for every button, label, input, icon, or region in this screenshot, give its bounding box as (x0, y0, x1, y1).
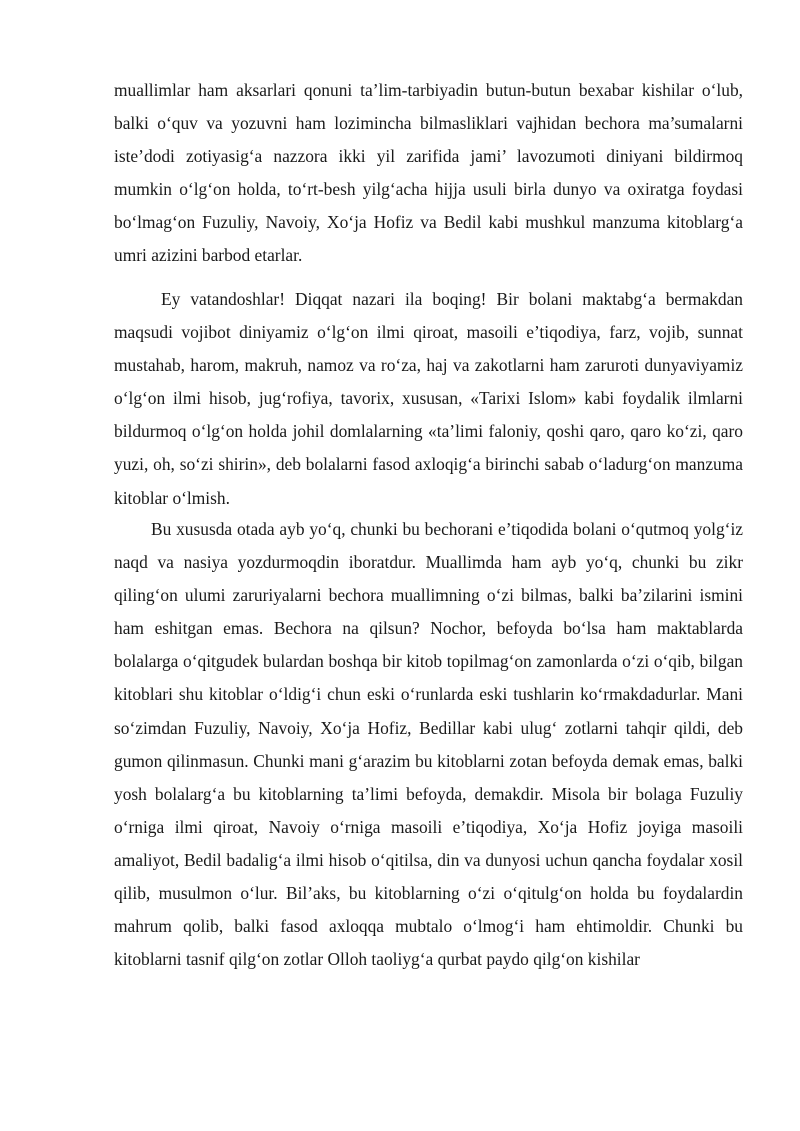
paragraph-3-block (114, 513, 743, 976)
paragraph-2-block (114, 283, 743, 515)
paragraph-3: Bu xususda otada ayb yo‘q, chunki bu bechorani e’tiqodida bolani o‘qutmoq yolg‘iz naqd va nasiya yozdurmoqdin iboratdur. Muallimda ham ayb yo‘q, chunki bu zikr qiling‘on ulumi zaruriyalarni bechora muallimning o‘zi bilmas, balki ba’zilarini ismini ham eshitgan emas. Bechora na qilsun? Nochor, befoyda bo‘lsa ham maktablarda bolalarga o‘qitgudek bulardan boshqa bir kitob topilmag‘on zamonlarda o‘zi o‘qib, bilgan kitoblari shu kitoblar o‘ldig‘i chun eski o‘runlarda eski tushlarin ko‘rmakdadurlar. Mani so‘zimdan Fuzuliy, Navoiy, Xo‘ja Hofiz, Bedillar kabi ulug‘ zotlarni tahqir qildi, deb gumon qilinmasun. Chunki mani g‘arazim bu kitoblarni zotan befoyda demak emas, balki yosh bolalarg‘a bu kitoblarning ta’limi befoyda, demakdir. Misola bir bolaga Fuzuliy o‘rniga ilmi qiroat, Navoiy o‘rniga masoili e’tiqodiya, Xo‘ja Hofiz joyiga masoili amaliyot, Bedil badalig‘a ilmi hisob o‘qitilsa, din va dunyosi uchun qancha foydalar xosil qilib, musulmon o‘lur. Bil’aks, bu kitoblarning o‘zi o‘qitulg‘on holda bu foydalardin mahrum qolib, balki fasod axloqqa mubtalo o‘lmog‘i ham ehtimoldir. Chunki bu kitoblarni tasnif qilg‘on zotlar Olloh taoliyg‘a qurbat paydo qilg‘on kishilar (114, 519, 743, 970)
paragraph-1-block (114, 74, 743, 273)
paragraph-1: muallimlar ham aksarlari qonuni ta’lim-tarbiyadin butun-butun bexabar kishilar o‘lub, balki o‘quv va yozuvni ham lozimincha bilmasliklari vajhidan bechora ma’sumalarni iste’dodi zotiyasig‘a nazzora ikki yil zarifida jami’ lavozumoti diniyani bildirmoq mumkin o‘lg‘on holda, to‘rt-besh yilg‘acha hijja usuli birla dunyo va oxiratga foydasi bo‘lmag‘on Fuzuliy, Navoiy, Xo‘ja Hofiz va Bedil kabi mushkul manzuma kitoblarg‘a umri azizini barbod etarlar. (114, 80, 743, 266)
paragraph-2: Ey vatandoshlar! Diqqat nazari ila boqing! Bir bolani maktabg‘a bermakdan maqsudi vojibot diniyamiz o‘lg‘on ilmi qiroat, masoili e’tiqodiya, farz, vojib, sunnat mustahab, harom, makruh, namoz va ro‘za, haj va zakotlarni ham zaruroti dunyaviyamiz o‘lg‘on ilmi hisob, jug‘rofiya, tavorix, xususan, «Tarixi Islom» kabi foydalik ilmlarni bildurmoq o‘lg‘on holda johil domlalarning «ta’limi faloniy, qoshi qaro, qaro ko‘zi, qaro yuzi, oh, so‘zi shirin», deb bolalarni fasod axloqig‘a birinchi sabab o‘ladurg‘on manzuma kitoblar o‘lmish. (114, 289, 743, 508)
